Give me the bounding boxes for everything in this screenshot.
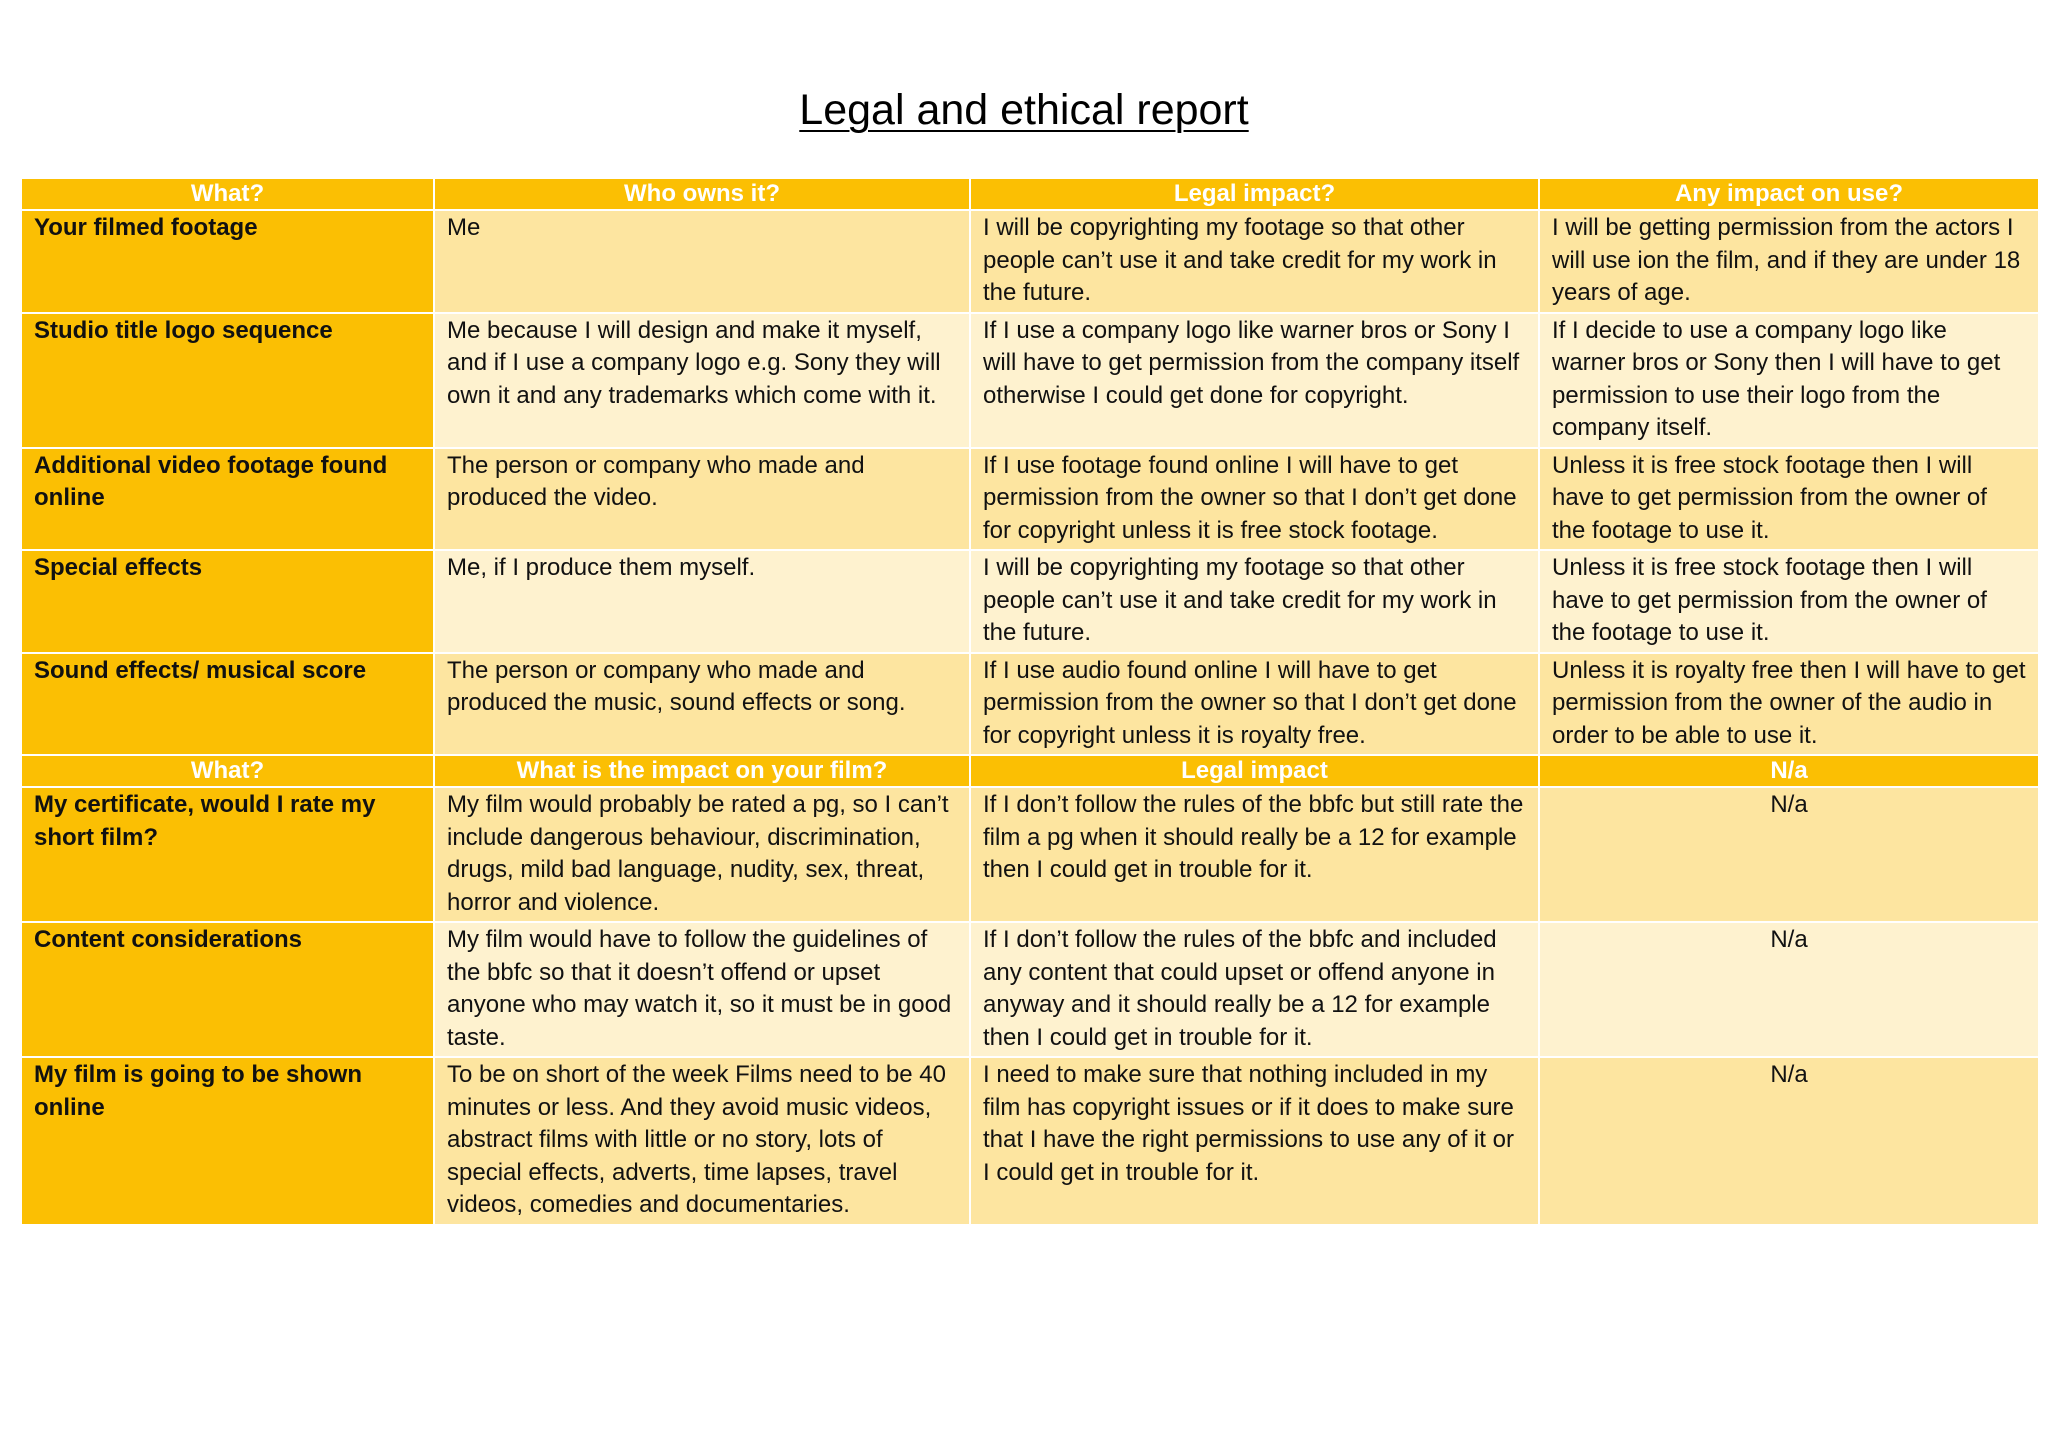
use-impact-cell: Unless it is free stock footage then I will have to get permission from the owner of the footage to use it. (1539, 550, 2039, 653)
use-impact-cell: If I decide to use a company logo like warner bros or Sony then I will have to get permission to use their logo from the company itself. (1539, 313, 2039, 448)
row-label: My film is going to be shown online (21, 1057, 434, 1225)
row-label: Your filmed footage (21, 210, 434, 313)
owner-cell: The person or company who made and produced the music, sound effects or song. (434, 653, 970, 756)
table-subheader-row (21, 755, 2039, 787)
use-impact-cell: Unless it is free stock footage then I will have to get permission from the owner of the footage to use it. (1539, 448, 2039, 551)
column-header: What is the impact on your film? (434, 755, 970, 787)
owner-cell: Me, if I produce them myself. (434, 550, 970, 653)
page-title: Legal and ethical report (799, 86, 1249, 134)
table-row (21, 1057, 2039, 1225)
table-row (21, 922, 2039, 1057)
use-impact-cell: I will be getting permission from the actors I will use ion the film, and if they are under 18 years of age. (1539, 210, 2039, 313)
column-header: N/a (1539, 755, 2039, 787)
legal-impact-cell: If I use a company logo like warner bros or Sony I will have to get permission from the company itself otherwise I could get done for copyright. (970, 313, 1539, 448)
legal-impact-cell: I need to make sure that nothing included in my film has copyright issues or if it does to make sure that I have the right permissions to use any of it or I could get in trouble for it. (970, 1057, 1539, 1225)
film-impact-cell: To be on short of the week Films need to be 40 minutes or less. And they avoid music videos, abstract films with little or no story, lots of special effects, adverts, time lapses, travel videos, comedies and documentaries. (434, 1057, 970, 1225)
legal-impact-cell: I will be copyrighting my footage so that other people can’t use it and take credit for my work in the future. (970, 550, 1539, 653)
column-header: What? (21, 178, 434, 210)
legal-impact-cell: If I don’t follow the rules of the bbfc and included any content that could upset or offend anyone in anyway and it should really be a 12 for example then I could get in trouble for it. (970, 922, 1539, 1057)
row-label: Special effects (21, 550, 434, 653)
column-header: Any impact on use? (1539, 178, 2039, 210)
table-row (21, 210, 2039, 313)
legal-impact-cell: I will be copyrighting my footage so that other people can’t use it and take credit for my work in the future. (970, 210, 1539, 313)
film-impact-cell: My film would have to follow the guidelines of the bbfc so that it doesn’t offend or upset anyone who may watch it, so it must be in good taste. (434, 922, 970, 1057)
column-header: What? (21, 755, 434, 787)
column-header: Who owns it? (434, 178, 970, 210)
na-cell: N/a (1539, 787, 2039, 922)
na-cell: N/a (1539, 922, 2039, 1057)
na-cell: N/a (1539, 1057, 2039, 1225)
column-header: Legal impact? (970, 178, 1539, 210)
row-label: My certificate, would I rate my short film? (21, 787, 434, 922)
table-row (21, 653, 2039, 756)
table-row (21, 313, 2039, 448)
use-impact-cell: Unless it is royalty free then I will have to get permission from the owner of the audio in order to be able to use it. (1539, 653, 2039, 756)
table-row (21, 550, 2039, 653)
legal-impact-cell: If I don’t follow the rules of the bbfc but still rate the film a pg when it should really be a 12 for example then I could get in trouble for it. (970, 787, 1539, 922)
column-header: Legal impact (970, 755, 1539, 787)
table-row (21, 787, 2039, 922)
legal-impact-cell: If I use footage found online I will have to get permission from the owner so that I don’t get done for copyright unless it is free stock footage. (970, 448, 1539, 551)
row-label: Studio title logo sequence (21, 313, 434, 448)
film-impact-cell: My film would probably be rated a pg, so I can’t include dangerous behaviour, discrimination, drugs, mild bad language, nudity, sex, threat, horror and violence. (434, 787, 970, 922)
owner-cell: Me (434, 210, 970, 313)
row-label: Content considerations (21, 922, 434, 1057)
legal-ethical-table (20, 177, 2040, 1226)
owner-cell: The person or company who made and produced the video. (434, 448, 970, 551)
row-label: Sound effects/ musical score (21, 653, 434, 756)
table-row (21, 448, 2039, 551)
table-header-row (21, 178, 2039, 210)
row-label: Additional video footage found online (21, 448, 434, 551)
owner-cell: Me because I will design and make it myself, and if I use a company logo e.g. Sony they will own it and any trademarks which come with it. (434, 313, 970, 448)
legal-impact-cell: If I use audio found online I will have to get permission from the owner so that I don’t get done for copyright unless it is royalty free. (970, 653, 1539, 756)
